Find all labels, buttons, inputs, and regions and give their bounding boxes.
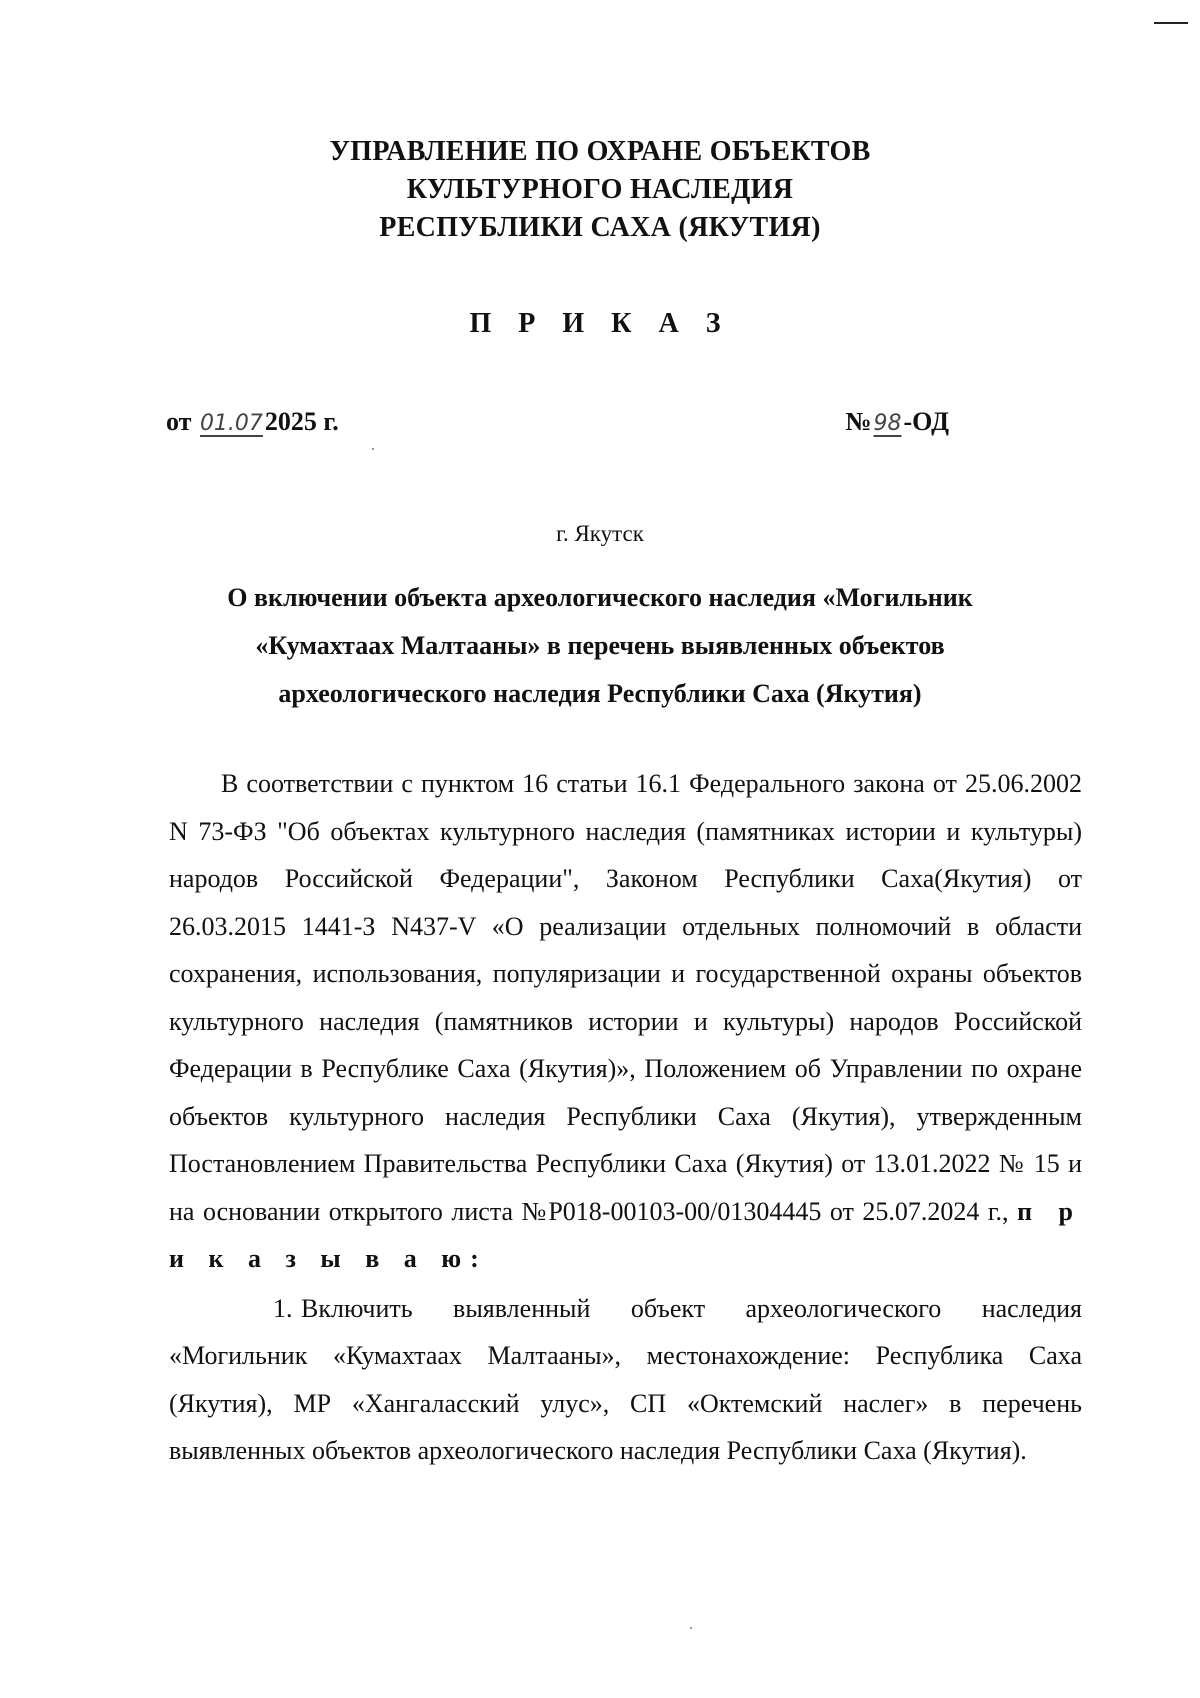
- order-subject: [0, 574, 1200, 718]
- date-prefix: от: [166, 407, 192, 436]
- city-line: г. Якутск: [556, 521, 644, 546]
- order-date: [166, 407, 339, 437]
- command-word: п р и к а з ы в а ю:: [169, 1196, 1082, 1273]
- document-type-title: П Р И К А З: [469, 308, 731, 339]
- number-prefix: №: [845, 407, 872, 436]
- date-suffix: 2025 г.: [264, 407, 339, 436]
- header-line-2: КУЛЬТУРНОГО НАСЛЕДИЯ: [406, 174, 794, 205]
- preamble-text: В соответствии с пунктом 16 статьи 16.1 Федерального закона от 25.06.2002 N 73-ФЗ "Об объектах культурного наследия (памятниках истории и культуры) народов Российской Федерации", Законом Республики Саха(Якутия) от 26.03.2015 1441-З N437-V «О реализации отдельных полномочий в области сохранения, использования, популяризации и государственной охраны объектов культурного наследия (памятников истории и культуры) народов Российской Федерации в Республике Саха (Якутия)», Положением об Управлении по охране объектов культурного наследия Республики Саха (Якутия), утвержденным Постановлением Правительства Республики Саха (Якутия) от 13.01.2022 № 15 и на основании открытого листа №Р018-00103-00/01304445 от 25.07.2024 г.,: [169, 769, 1082, 1226]
- scan-speck: [372, 448, 374, 450]
- list-item: [169, 1285, 1082, 1475]
- document-header: [0, 133, 1200, 247]
- scan-speck: [690, 1627, 692, 1629]
- number-suffix: -ОД: [903, 407, 949, 436]
- document-body: [169, 760, 1082, 1475]
- corner-scan-mark: [1154, 22, 1188, 24]
- item-number: 1.: [273, 1293, 293, 1323]
- subject-line-2: «Кумахтаах Малтааны» в перечень выявленных объектов: [255, 631, 945, 660]
- item-text: Включить выявленный объект археологического наследия «Могильник «Кумахтаах Малтааны», местонахождение: Республика Саха (Якутия), МР «Хангаласский улус», СП «Октемский наслег» в перечень выявленных объектов археологического наследия Республики Саха (Якутия).: [169, 1293, 1082, 1465]
- number-handwritten: 98: [873, 411, 902, 436]
- order-number: [845, 407, 949, 437]
- date-handwritten: 01.07: [199, 411, 263, 436]
- header-line-1: УПРАВЛЕНИЕ ПО ОХРАНЕ ОБЪЕКТОВ: [329, 136, 871, 167]
- preamble-paragraph: [169, 760, 1082, 1283]
- header-line-3: РЕСПУБЛИКИ САХА (ЯКУТИЯ): [379, 212, 821, 243]
- subject-line-1: О включении объекта археологического наследия «Могильник: [227, 583, 973, 612]
- subject-line-3: археологического наследия Республики Саха (Якутия): [278, 679, 922, 708]
